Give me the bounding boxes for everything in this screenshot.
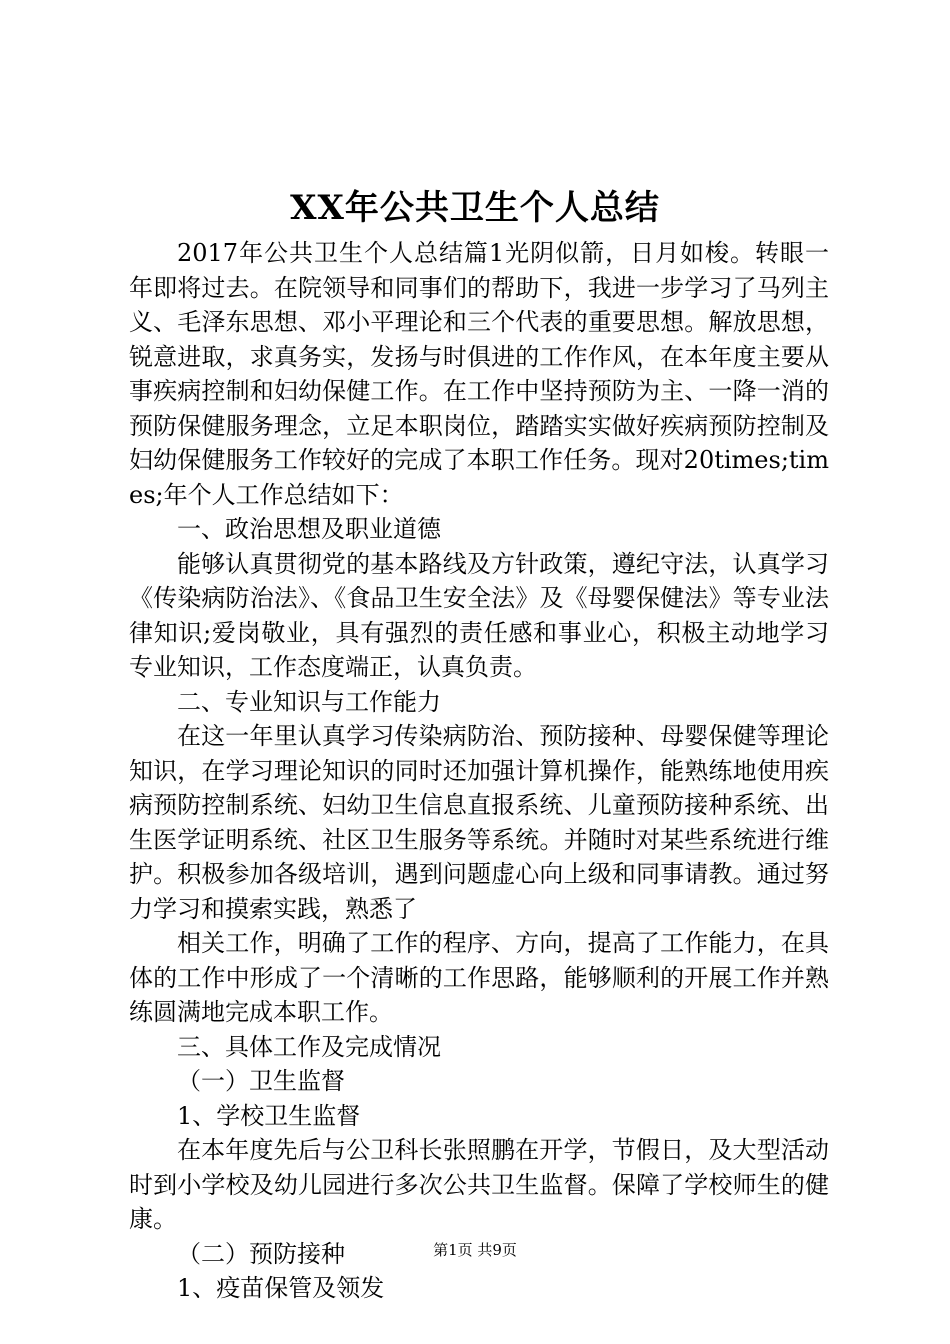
page-number-footer: 第1页 共9页 [433,1241,517,1259]
heading-professional-ability: 二、专业知识与工作能力 [177,687,441,716]
paragraph-related-work: 相关工作，明确了工作的程序、方向，提高了工作能力，在具体的工作中形成了一个清晰的工作思路，能够顺利的开展工作并熟练圆满地完成本职工作。 [129,929,829,1026]
paragraph-intro: 2017年公共卫生个人总结篇1光阴似箭，日月如梭。转眼一年即将过去。在院领导和同事们的帮助下，我进一步学习了马列主义、毛泽东思想、邓小平理论和三个代表的重要思想。解放思想，锐意进取，求真务实，发扬与时俱进的工作作风，在本年度主要从事疾病控制和妇幼保健工作。在工作中坚持预防为主、一降一消的预防保健服务理念，立足本职岗位，踏踏实实做好疾病预防控制及妇幼保健服务工作较好的完成了本职工作任务。现对20times;times;年个人工作总结如下： [129,239,829,509]
heading-specific-work: 三、具体工作及完成情况 [177,1032,441,1061]
document-title: XX年公共卫生个人总结 [290,188,660,228]
document-body [129,236,829,1306]
heading-political-ethics: 一、政治思想及职业道德 [177,515,441,543]
subheading-health-supervision: （一）卫生监督 [177,1067,345,1095]
subheading-vaccination: （二）预防接种 [177,1239,345,1268]
paragraph-professional-ability: 在这一年里认真学习传染病防治、预防接种、母婴保健等理论知识，在学习理论知识的同时还加强计算机操作，能熟练地使用疾病预防控制系统、妇幼卫生信息直报系统、儿童预防接种系统、出生医学证明系统、社区卫生服务等系统。并随时对某些系统进行维护。积极参加各级培训，遇到问题虚心向上级和同事请教。通过努力学习和摸索实践，熟悉了 [129,722,829,923]
item-vaccine-storage: 1、疫苗保管及领发 [177,1274,385,1302]
item-school-supervision: 1、学校卫生监督 [177,1101,361,1130]
paragraph-school-supervision: 在本年度先后与公卫科长张照鹏在开学，节假日，及大型活动时到小学校及幼儿园进行多次公共卫生监督。保障了学校师生的健康。 [129,1136,829,1233]
paragraph-political-ethics: 能够认真贯彻党的基本路线及方针政策，遵纪守法，认真学习《传染病防治法》、《食品卫生安全法》及《母婴保健法》等专业法律知识;爱岗敬业，具有强烈的责任感和事业心，积极主动地学习专业知识，工作态度端正，认真负责。 [129,549,829,681]
